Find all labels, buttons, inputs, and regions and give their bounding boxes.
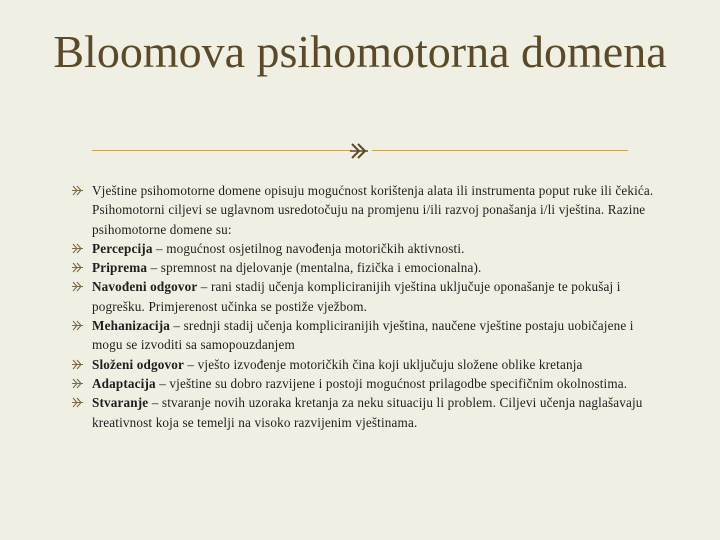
double-arrow-bullet-icon (72, 262, 84, 273)
double-arrow-bullet-icon (72, 378, 84, 389)
double-arrow-bullet-icon (72, 320, 84, 331)
double-arrow-bullet-icon (72, 243, 84, 254)
bullet-list (72, 181, 664, 432)
list-item (72, 277, 664, 316)
bullet-text: Vještine psihomotorne domene opisuju mogućnost korištenja alata ili instrumenta poput ruke ili čekića. Psihomotorni ciljevi se uglavnom usredotočuju na promjenu i/ili razvoj ponašanja i/li vještina. Razine psihomotorne domene su: (92, 183, 654, 237)
bullet-term: Mehanizacija (92, 318, 170, 334)
list-item (72, 316, 664, 355)
slide-title: Bloomova psihomotorna domena (53, 26, 667, 77)
list-item (72, 239, 664, 258)
double-arrow-divider-icon (348, 140, 370, 162)
bullet-term: Percepcija (92, 240, 153, 256)
bullet-term: Navođeni odgovor (92, 279, 198, 295)
list-item (72, 181, 664, 239)
bullet-term: Složeni odgovor (92, 356, 184, 372)
double-arrow-bullet-icon (72, 397, 84, 408)
double-arrow-bullet-icon (72, 281, 84, 292)
double-arrow-bullet-icon (72, 359, 84, 370)
bullet-term: Stvaranje (92, 395, 149, 411)
bullet-text: – mogućnost osjetilnog navođenja motoričkih aktivnosti. (152, 240, 465, 256)
double-arrow-bullet-icon (72, 185, 84, 196)
bullet-text: – spremnost na djelovanje (mentalna, fizička i emocionalna). (147, 260, 482, 276)
bullet-text: – srednji stadij učenja kompliciranijih vještina, naučene vještine postaju uobičajene i mogu se izvoditi sa samopouzdanjem (92, 318, 634, 353)
bullet-text: – stvaranje novih uzoraka kretanja za neku situaciju li problem. Ciljevi učenja naglašavaju kreativnost koja se temelji na visoko razvijenim vještinama. (92, 395, 643, 430)
title-underline-left (92, 150, 352, 151)
bullet-term: Priprema (92, 260, 148, 276)
bullet-text: – vješto izvođenje motoričkih čina koji uključuju složene oblike kretanja (184, 356, 583, 372)
title-underline-right (372, 150, 628, 151)
list-item (72, 393, 664, 432)
list-item (72, 355, 664, 374)
list-item (72, 374, 664, 393)
bullet-text: – rani stadij učenja kompliciranijih vještina uključuje oponašanje te pokušaj i pogrešku. Primjerenost učinka se postiže vježbom. (92, 279, 621, 314)
bullet-text: – vještine su dobro razvijene i postoji mogućnost prilagodbe specifičnim okolnostima. (155, 375, 628, 391)
bullet-term: Adaptacija (92, 375, 156, 391)
list-item (72, 258, 664, 277)
